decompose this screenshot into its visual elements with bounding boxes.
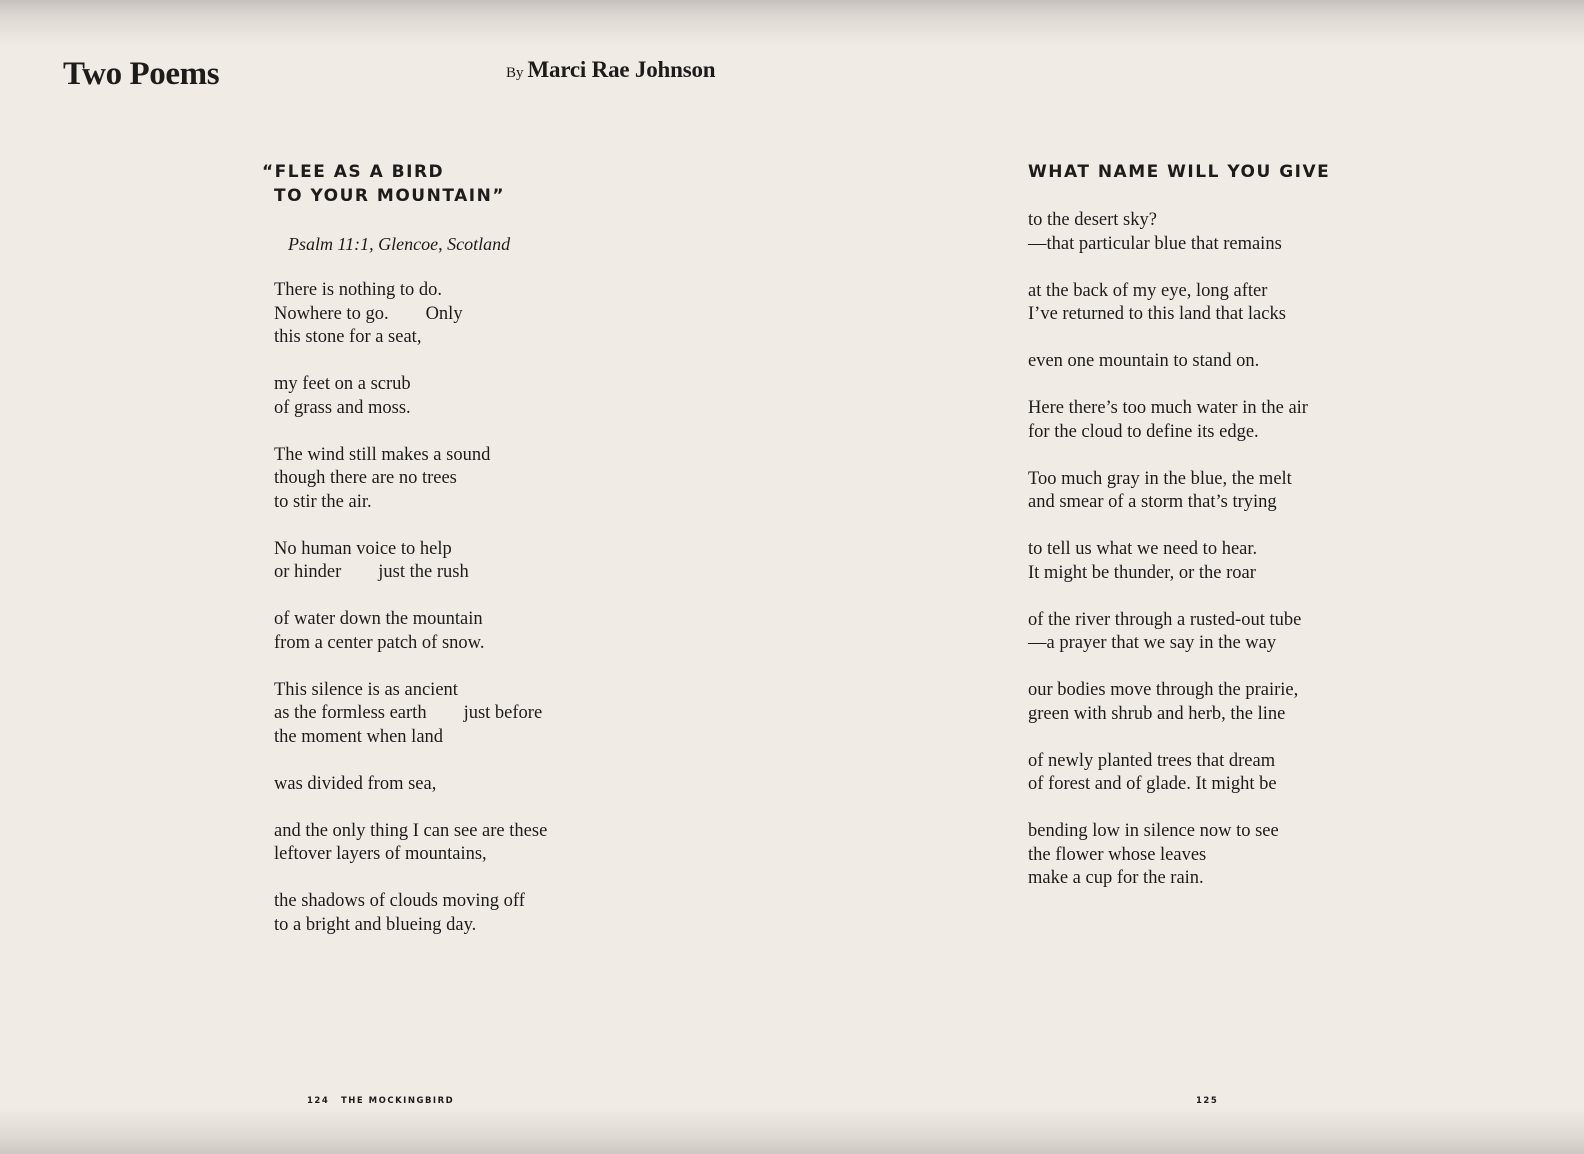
poem-line: of grass and moss. xyxy=(274,397,411,418)
poem-2-stanza xyxy=(1028,538,1308,585)
poem-line: of water down the mountain xyxy=(274,609,483,629)
poem-1-stanza xyxy=(274,373,547,420)
poem-line: It might be thunder, or the roar xyxy=(1028,562,1256,583)
poem-line: —a prayer that we say in the way xyxy=(1028,633,1277,653)
poem-line: to the desert sky? xyxy=(1028,210,1157,230)
poem-2-stanza xyxy=(1028,750,1308,797)
poem-line: make a cup for the rain. xyxy=(1028,868,1204,888)
poem-2-stanza xyxy=(1028,609,1308,656)
poem-line: the moment when land xyxy=(274,726,444,747)
page-title: Two Poems xyxy=(63,56,220,92)
right-page-number: 125 xyxy=(1196,1096,1219,1106)
byline xyxy=(506,53,715,90)
poem-1-epigraph: Psalm 11:1, Glencoe, Scotland xyxy=(288,234,511,254)
poem-line: bending low in silence now to see xyxy=(1028,821,1279,841)
poem-line: The wind still makes a sound xyxy=(274,444,491,465)
poem-line: leftover layers of mountains, xyxy=(274,844,487,864)
poem-1-title xyxy=(262,160,505,208)
poem-1-stanza xyxy=(274,444,547,515)
poem-line: and the only thing I can see are these xyxy=(274,820,548,841)
poem-2-stanza xyxy=(1028,820,1308,891)
poem-line: This silence is as ancient xyxy=(274,679,458,700)
poem-1-stanza xyxy=(274,820,547,867)
poem-line: Here there’s too much water in the air xyxy=(1028,398,1308,418)
poem-line: to a bright and blueing day. xyxy=(274,914,477,935)
poem-2-body xyxy=(1028,209,1308,914)
poem-line: to stir the air. xyxy=(274,491,372,512)
poem-1-stanza xyxy=(274,679,547,750)
poem-1-stanza xyxy=(274,538,547,585)
poem-line: at the back of my eye, long after xyxy=(1028,280,1268,301)
poem-2-stanza xyxy=(1028,679,1308,726)
poem-1-stanza xyxy=(274,890,547,937)
poem-line: Nowhere to go. Only xyxy=(274,303,463,324)
poem-2-stanza xyxy=(1028,397,1308,444)
poem-2-stanza xyxy=(1028,350,1308,374)
poem-1-title-line: “FLEE AS A BIRD xyxy=(262,162,445,182)
poem-line: though there are no trees xyxy=(274,468,457,488)
poem-line: our bodies move through the prairie, xyxy=(1028,680,1299,700)
poem-1-stanza xyxy=(274,608,547,655)
page-bottom-shadow xyxy=(0,1108,1584,1154)
poem-line: the flower whose leaves xyxy=(1028,844,1207,865)
poem-1-stanza xyxy=(274,773,547,797)
poem-line: this stone for a seat, xyxy=(274,327,422,347)
poem-line: was divided from sea, xyxy=(274,773,437,794)
poem-line: There is nothing to do. xyxy=(274,280,443,300)
poem-line: or hinder just the rush xyxy=(274,562,469,582)
poem-line: green with shrub and herb, the line xyxy=(1028,703,1286,724)
poem-2-title-line: WHAT NAME WILL YOU GIVE xyxy=(1028,162,1331,182)
poem-1-title-line: TO YOUR MOUNTAIN” xyxy=(274,186,505,206)
poem-line: No human voice to help xyxy=(274,538,452,559)
poem-line: from a center patch of snow. xyxy=(274,632,485,653)
poem-line: the shadows of clouds moving off xyxy=(274,891,525,911)
left-page-number: 124 xyxy=(307,1096,330,1106)
page-top-shadow xyxy=(0,0,1584,46)
poem-1-stanza xyxy=(274,279,547,350)
poem-2-stanza xyxy=(1028,280,1308,327)
poem-line: to tell us what we need to hear. xyxy=(1028,539,1258,559)
poem-2-stanza xyxy=(1028,209,1308,256)
poem-line: —that particular blue that remains xyxy=(1028,233,1282,254)
poem-2-title xyxy=(1028,160,1330,184)
poem-line: of forest and of glade. It might be xyxy=(1028,774,1277,794)
poem-line: and smear of a storm that’s trying xyxy=(1028,492,1277,512)
poem-line: Too much gray in the blue, the melt xyxy=(1028,468,1292,489)
poem-line: for the cloud to define its edge. xyxy=(1028,421,1259,442)
poem-line: even one mountain to stand on. xyxy=(1028,351,1260,371)
poem-line: as the formless earth just before xyxy=(274,703,543,723)
poem-line: of newly planted trees that dream xyxy=(1028,750,1276,771)
publication-name: THE MOCKINGBIRD xyxy=(341,1096,455,1106)
poem-1-body xyxy=(274,279,547,961)
author-name: Marci Rae Johnson xyxy=(527,57,716,82)
poem-2-stanza xyxy=(1028,468,1308,515)
byline-prefix: By xyxy=(506,65,524,81)
poem-line: my feet on a scrub xyxy=(274,374,411,394)
poem-line: of the river through a rusted-out tube xyxy=(1028,609,1302,630)
poem-line: I’ve returned to this land that lacks xyxy=(1028,304,1286,324)
